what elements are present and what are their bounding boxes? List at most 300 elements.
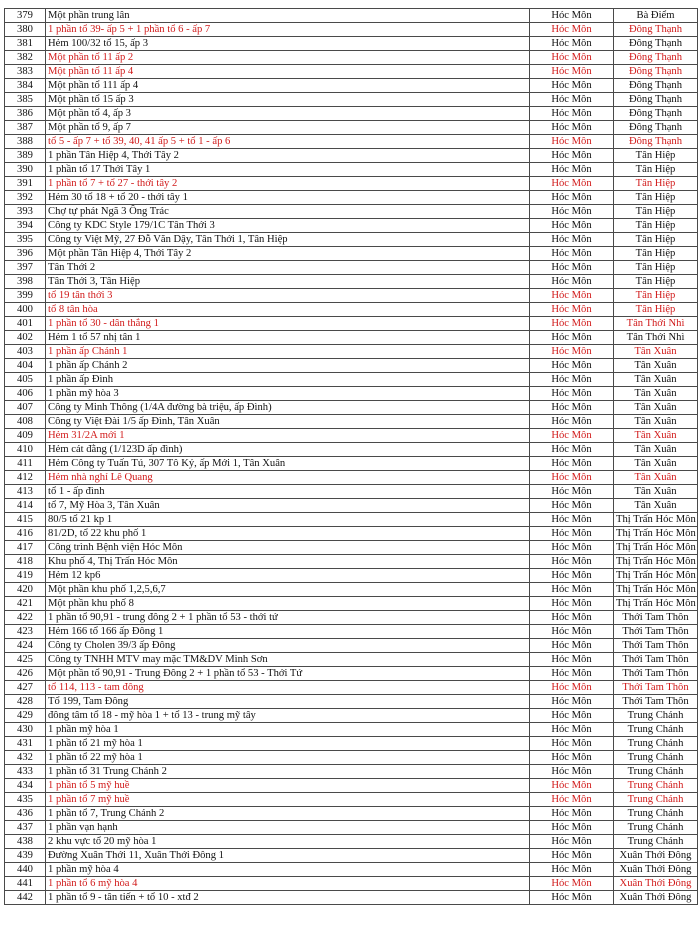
ward-cell: Thị Trấn Hóc Môn [614, 541, 698, 555]
district-cell: Hóc Môn [530, 429, 614, 443]
location-cell: Hẻm Công ty Tuấn Tú, 307 Tô Ký, ấp Mới 1, Tân Xuân [46, 457, 530, 471]
ward-cell: Thị Trấn Hóc Môn [614, 555, 698, 569]
table-row [5, 149, 698, 163]
row-number-cell: 399 [5, 289, 46, 303]
ward-cell: Tân Hiệp [614, 303, 698, 317]
district-cell: Hóc Môn [530, 611, 614, 625]
row-number-cell: 414 [5, 499, 46, 513]
location-cell: 1 phần tổ 17 Thới Tây 1 [46, 163, 530, 177]
row-number-cell: 422 [5, 611, 46, 625]
location-cell: Một phần tổ 4, ấp 3 [46, 107, 530, 121]
row-number-cell: 436 [5, 807, 46, 821]
district-cell: Hóc Môn [530, 765, 614, 779]
row-number-cell: 405 [5, 373, 46, 387]
ward-cell: Thới Tam Thôn [614, 695, 698, 709]
district-cell: Hóc Môn [530, 303, 614, 317]
district-cell: Hóc Môn [530, 345, 614, 359]
district-cell: Hóc Môn [530, 247, 614, 261]
table-row [5, 317, 698, 331]
district-cell: Hóc Môn [530, 569, 614, 583]
location-cell: 1 phần mỹ hòa 3 [46, 387, 530, 401]
row-number-cell: 389 [5, 149, 46, 163]
table-row [5, 93, 698, 107]
ward-cell: Tân Xuân [614, 499, 698, 513]
table-row [5, 695, 698, 709]
row-number-cell: 420 [5, 583, 46, 597]
ward-cell: Đông Thạnh [614, 107, 698, 121]
table-row [5, 793, 698, 807]
ward-cell: Thới Tam Thôn [614, 681, 698, 695]
district-cell: Hóc Môn [530, 135, 614, 149]
table-row [5, 597, 698, 611]
row-number-cell: 440 [5, 863, 46, 877]
district-cell: Hóc Môn [530, 219, 614, 233]
location-cell: Một phần tổ 90,91 - Trung Đông 2 + 1 phần tổ 53 - Thới Tứ [46, 667, 530, 681]
location-cell: Một phần trung lân [46, 9, 530, 23]
row-number-cell: 395 [5, 233, 46, 247]
district-cell: Hóc Môn [530, 415, 614, 429]
ward-cell: Thị Trấn Hóc Môn [614, 569, 698, 583]
ward-cell: Xuân Thới Đông [614, 891, 698, 905]
row-number-cell: 407 [5, 401, 46, 415]
ward-cell: Đông Thạnh [614, 79, 698, 93]
table-row [5, 65, 698, 79]
table-row [5, 751, 698, 765]
district-cell: Hóc Môn [530, 527, 614, 541]
district-cell: Hóc Môn [530, 723, 614, 737]
quarantine-list-sheet [4, 8, 697, 905]
district-cell: Hóc Môn [530, 779, 614, 793]
location-cell: Hẻm 100/32 tổ 15, ấp 3 [46, 37, 530, 51]
location-cell: Một phần tổ 11 ấp 2 [46, 51, 530, 65]
district-cell: Hóc Môn [530, 23, 614, 37]
location-table [4, 8, 698, 905]
location-cell: Công ty Việt Mỹ, 27 Đỗ Văn Dậy, Tân Thới 1, Tân Hiệp [46, 233, 530, 247]
ward-cell: Tân Hiệp [614, 219, 698, 233]
district-cell: Hóc Môn [530, 121, 614, 135]
ward-cell: Thới Tam Thôn [614, 653, 698, 667]
table-row [5, 527, 698, 541]
district-cell: Hóc Môn [530, 51, 614, 65]
table-row [5, 625, 698, 639]
row-number-cell: 380 [5, 23, 46, 37]
row-number-cell: 396 [5, 247, 46, 261]
row-number-cell: 411 [5, 457, 46, 471]
location-cell: Một phần Tân Hiệp 4, Thới Tây 2 [46, 247, 530, 261]
ward-cell: Thới Tam Thôn [614, 611, 698, 625]
row-number-cell: 384 [5, 79, 46, 93]
row-number-cell: 383 [5, 65, 46, 79]
ward-cell: Tân Xuân [614, 485, 698, 499]
location-cell: Công ty KDC Style 179/1C Tân Thới 3 [46, 219, 530, 233]
ward-cell: Tân Xuân [614, 373, 698, 387]
location-cell: Hẻm 12 kp6 [46, 569, 530, 583]
location-cell: Hẻm 166 tổ 166 ấp Đông 1 [46, 625, 530, 639]
district-cell: Hóc Môn [530, 485, 614, 499]
location-cell: Đường Xuân Thới 11, Xuân Thới Đông 1 [46, 849, 530, 863]
ward-cell: Trung Chánh [614, 737, 698, 751]
location-cell: 1 phần tổ 7 + tổ 27 - thới tây 2 [46, 177, 530, 191]
ward-cell: Tân Hiệp [614, 233, 698, 247]
ward-cell: Bà Điểm [614, 9, 698, 23]
ward-cell: Tân Xuân [614, 443, 698, 457]
location-cell: Một phần tổ 11 ấp 4 [46, 65, 530, 79]
table-row [5, 877, 698, 891]
table-row [5, 51, 698, 65]
district-cell: Hóc Môn [530, 65, 614, 79]
row-number-cell: 406 [5, 387, 46, 401]
ward-cell: Trung Chánh [614, 835, 698, 849]
ward-cell: Tân Hiệp [614, 247, 698, 261]
ward-cell: Trung Chánh [614, 807, 698, 821]
table-row [5, 23, 698, 37]
district-cell: Hóc Môn [530, 821, 614, 835]
row-number-cell: 409 [5, 429, 46, 443]
row-number-cell: 413 [5, 485, 46, 499]
ward-cell: Đông Thạnh [614, 93, 698, 107]
table-row [5, 135, 698, 149]
table-row [5, 499, 698, 513]
location-cell: Công ty TNHH MTV may mặc TM&DV Minh Sơn [46, 653, 530, 667]
table-row [5, 219, 698, 233]
row-number-cell: 398 [5, 275, 46, 289]
table-row [5, 429, 698, 443]
ward-cell: Xuân Thới Đông [614, 863, 698, 877]
location-cell: 1 phần tổ 6 mỹ hòa 4 [46, 877, 530, 891]
table-row [5, 513, 698, 527]
district-cell: Hóc Môn [530, 233, 614, 247]
table-row [5, 779, 698, 793]
table-row [5, 121, 698, 135]
ward-cell: Tân Thới Nhì [614, 331, 698, 345]
row-number-cell: 418 [5, 555, 46, 569]
ward-cell: Đông Thạnh [614, 135, 698, 149]
row-number-cell: 439 [5, 849, 46, 863]
row-number-cell: 437 [5, 821, 46, 835]
row-number-cell: 417 [5, 541, 46, 555]
district-cell: Hóc Môn [530, 793, 614, 807]
location-cell: Một phần tổ 15 ấp 3 [46, 93, 530, 107]
ward-cell: Đông Thạnh [614, 65, 698, 79]
district-cell: Hóc Môn [530, 625, 614, 639]
table-row [5, 835, 698, 849]
table-row [5, 415, 698, 429]
table-row [5, 807, 698, 821]
table-row [5, 37, 698, 51]
district-cell: Hóc Môn [530, 205, 614, 219]
district-cell: Hóc Môn [530, 681, 614, 695]
ward-cell: Thới Tam Thôn [614, 625, 698, 639]
district-cell: Hóc Môn [530, 401, 614, 415]
location-cell: Một phần tổ 9, ấp 7 [46, 121, 530, 135]
location-cell: 1 phần mỹ hòa 1 [46, 723, 530, 737]
row-number-cell: 424 [5, 639, 46, 653]
district-cell: Hóc Môn [530, 835, 614, 849]
row-number-cell: 410 [5, 443, 46, 457]
row-number-cell: 421 [5, 597, 46, 611]
table-row [5, 163, 698, 177]
row-number-cell: 435 [5, 793, 46, 807]
table-row [5, 653, 698, 667]
district-cell: Hóc Môn [530, 695, 614, 709]
district-cell: Hóc Môn [530, 331, 614, 345]
row-number-cell: 381 [5, 37, 46, 51]
location-cell: 1 phần tổ 21 mỹ hòa 1 [46, 737, 530, 751]
row-number-cell: 401 [5, 317, 46, 331]
location-cell: tổ 114, 113 - tam đông [46, 681, 530, 695]
ward-cell: Tân Xuân [614, 345, 698, 359]
district-cell: Hóc Môn [530, 373, 614, 387]
table-row [5, 79, 698, 93]
location-cell: tổ 8 tân hòa [46, 303, 530, 317]
ward-cell: Tân Hiệp [614, 289, 698, 303]
district-cell: Hóc Môn [530, 79, 614, 93]
district-cell: Hóc Môn [530, 359, 614, 373]
district-cell: Hóc Môn [530, 555, 614, 569]
location-cell: 1 phần tổ 7, Trung Chánh 2 [46, 807, 530, 821]
row-number-cell: 430 [5, 723, 46, 737]
table-row [5, 457, 698, 471]
location-cell: 2 khu vực tổ 20 mỹ hòa 1 [46, 835, 530, 849]
location-cell: Hẻm cát đằng (1/123D ấp đình) [46, 443, 530, 457]
district-cell: Hóc Môn [530, 177, 614, 191]
location-cell: tổ 19 tân thới 3 [46, 289, 530, 303]
location-cell: Tân Thới 2 [46, 261, 530, 275]
location-cell: 1 phần mỹ hòa 4 [46, 863, 530, 877]
ward-cell: Tân Thới Nhì [614, 317, 698, 331]
row-number-cell: 408 [5, 415, 46, 429]
table-row [5, 387, 698, 401]
table-row [5, 9, 698, 23]
location-cell: Chợ tự phát Ngã 3 Ông Trác [46, 205, 530, 219]
district-cell: Hóc Môn [530, 163, 614, 177]
table-row [5, 485, 698, 499]
row-number-cell: 434 [5, 779, 46, 793]
table-row [5, 709, 698, 723]
ward-cell: Trung Chánh [614, 723, 698, 737]
table-row [5, 583, 698, 597]
location-cell: 1 phần tổ 9 - tân tiến + tổ 10 - xtđ 2 [46, 891, 530, 905]
row-number-cell: 394 [5, 219, 46, 233]
row-number-cell: 442 [5, 891, 46, 905]
location-cell: Một phần tổ 111 ấp 4 [46, 79, 530, 93]
table-row [5, 191, 698, 205]
row-number-cell: 386 [5, 107, 46, 121]
table-row [5, 849, 698, 863]
ward-cell: Trung Chánh [614, 765, 698, 779]
location-cell: Công ty Việt Đài 1/5 ấp Đình, Tân Xuân [46, 415, 530, 429]
table-row [5, 233, 698, 247]
location-cell: đông tâm tổ 18 - mỹ hòa 1 + tổ 13 - trung mỹ tây [46, 709, 530, 723]
district-cell: Hóc Môn [530, 583, 614, 597]
table-row [5, 261, 698, 275]
table-row [5, 723, 698, 737]
district-cell: Hóc Môn [530, 191, 614, 205]
district-cell: Hóc Môn [530, 709, 614, 723]
location-cell: 1 phần tổ 30 - dân thắng 1 [46, 317, 530, 331]
table-row [5, 863, 698, 877]
location-cell: Hẻm nhà nghỉ Lê Quang [46, 471, 530, 485]
location-cell: Một phần khu phố 8 [46, 597, 530, 611]
location-cell: 1 phần tổ 5 mỹ huề [46, 779, 530, 793]
row-number-cell: 387 [5, 121, 46, 135]
table-row [5, 359, 698, 373]
district-cell: Hóc Môn [530, 93, 614, 107]
ward-cell: Tân Hiệp [614, 205, 698, 219]
ward-cell: Tân Xuân [614, 471, 698, 485]
ward-cell: Trung Chánh [614, 793, 698, 807]
district-cell: Hóc Môn [530, 863, 614, 877]
district-cell: Hóc Môn [530, 751, 614, 765]
table-row [5, 443, 698, 457]
ward-cell: Tân Xuân [614, 457, 698, 471]
district-cell: Hóc Môn [530, 275, 614, 289]
table-row [5, 471, 698, 485]
location-cell: 1 phần tổ 22 mỹ hòa 1 [46, 751, 530, 765]
row-number-cell: 412 [5, 471, 46, 485]
ward-cell: Tân Hiệp [614, 275, 698, 289]
ward-cell: Thị Trấn Hóc Môn [614, 597, 698, 611]
district-cell: Hóc Môn [530, 457, 614, 471]
ward-cell: Trung Chánh [614, 751, 698, 765]
district-cell: Hóc Môn [530, 387, 614, 401]
table-row [5, 555, 698, 569]
table-body [5, 9, 698, 905]
district-cell: Hóc Môn [530, 597, 614, 611]
location-cell: 1 phần vạn hạnh [46, 821, 530, 835]
ward-cell: Trung Chánh [614, 709, 698, 723]
ward-cell: Tân Hiệp [614, 261, 698, 275]
table-row [5, 275, 698, 289]
location-cell: 81/2D, tổ 22 khu phố 1 [46, 527, 530, 541]
table-row [5, 247, 698, 261]
table-row [5, 821, 698, 835]
table-row [5, 401, 698, 415]
row-number-cell: 416 [5, 527, 46, 541]
row-number-cell: 431 [5, 737, 46, 751]
location-cell: tổ 1 - ấp đình [46, 485, 530, 499]
row-number-cell: 427 [5, 681, 46, 695]
row-number-cell: 385 [5, 93, 46, 107]
location-cell: 1 phần Tân Hiệp 4, Thới Tây 2 [46, 149, 530, 163]
ward-cell: Thị Trấn Hóc Môn [614, 527, 698, 541]
row-number-cell: 438 [5, 835, 46, 849]
district-cell: Hóc Môn [530, 107, 614, 121]
location-cell: 1 phần ấp Chánh 1 [46, 345, 530, 359]
location-cell: 1 phần tổ 31 Trung Chánh 2 [46, 765, 530, 779]
table-row [5, 373, 698, 387]
district-cell: Hóc Môn [530, 541, 614, 555]
district-cell: Hóc Môn [530, 639, 614, 653]
row-number-cell: 419 [5, 569, 46, 583]
ward-cell: Đông Thạnh [614, 23, 698, 37]
ward-cell: Tân Xuân [614, 387, 698, 401]
district-cell: Hóc Môn [530, 471, 614, 485]
location-cell: 1 phần ấp Đình [46, 373, 530, 387]
table-row [5, 303, 698, 317]
district-cell: Hóc Môn [530, 149, 614, 163]
location-cell: 1 phần tổ 90,91 - trung đông 2 + 1 phần tổ 53 - thới tứ [46, 611, 530, 625]
table-row [5, 541, 698, 555]
ward-cell: Thị Trấn Hóc Môn [614, 583, 698, 597]
location-cell: 1 phần tổ 39- ấp 5 + 1 phần tổ 6 - ấp 7 [46, 23, 530, 37]
row-number-cell: 388 [5, 135, 46, 149]
district-cell: Hóc Môn [530, 807, 614, 821]
row-number-cell: 415 [5, 513, 46, 527]
table-row [5, 765, 698, 779]
row-number-cell: 379 [5, 9, 46, 23]
location-cell: 1 phần tổ 7 mỹ huề [46, 793, 530, 807]
ward-cell: Tân Hiệp [614, 163, 698, 177]
table-row [5, 177, 698, 191]
district-cell: Hóc Môn [530, 849, 614, 863]
location-cell: tổ 5 - ấp 7 + tổ 39, 40, 41 ấp 5 + tổ 1 - ấp 6 [46, 135, 530, 149]
location-cell: 1 phần ấp Chánh 2 [46, 359, 530, 373]
location-cell: Hẻm 30 tổ 18 + tổ 20 - thới tây 1 [46, 191, 530, 205]
table-row [5, 107, 698, 121]
district-cell: Hóc Môn [530, 737, 614, 751]
table-row [5, 681, 698, 695]
ward-cell: Trung Chánh [614, 821, 698, 835]
location-cell: 80/5 tổ 21 kp 1 [46, 513, 530, 527]
ward-cell: Đông Thạnh [614, 121, 698, 135]
row-number-cell: 428 [5, 695, 46, 709]
table-row [5, 205, 698, 219]
location-cell: Công trình Bệnh viện Hóc Môn [46, 541, 530, 555]
district-cell: Hóc Môn [530, 667, 614, 681]
ward-cell: Tân Hiệp [614, 177, 698, 191]
district-cell: Hóc Môn [530, 891, 614, 905]
row-number-cell: 402 [5, 331, 46, 345]
table-row [5, 891, 698, 905]
row-number-cell: 391 [5, 177, 46, 191]
location-cell: Tân Thới 3, Tân Hiệp [46, 275, 530, 289]
district-cell: Hóc Môn [530, 37, 614, 51]
location-cell: Công ty Cholen 39/3 ấp Đông [46, 639, 530, 653]
ward-cell: Tân Xuân [614, 415, 698, 429]
row-number-cell: 425 [5, 653, 46, 667]
district-cell: Hóc Môn [530, 877, 614, 891]
ward-cell: Xuân Thới Đông [614, 849, 698, 863]
row-number-cell: 393 [5, 205, 46, 219]
ward-cell: Thới Tam Thôn [614, 639, 698, 653]
location-cell: Khu phố 4, Thị Trấn Hóc Môn [46, 555, 530, 569]
ward-cell: Tân Hiệp [614, 149, 698, 163]
district-cell: Hóc Môn [530, 317, 614, 331]
row-number-cell: 403 [5, 345, 46, 359]
row-number-cell: 441 [5, 877, 46, 891]
table-row [5, 667, 698, 681]
table-row [5, 737, 698, 751]
location-cell: Tổ 199, Tam Đông [46, 695, 530, 709]
row-number-cell: 390 [5, 163, 46, 177]
district-cell: Hóc Môn [530, 513, 614, 527]
table-row [5, 331, 698, 345]
row-number-cell: 400 [5, 303, 46, 317]
location-cell: Một phần khu phố 1,2,5,6,7 [46, 583, 530, 597]
row-number-cell: 397 [5, 261, 46, 275]
row-number-cell: 429 [5, 709, 46, 723]
district-cell: Hóc Môn [530, 499, 614, 513]
district-cell: Hóc Môn [530, 9, 614, 23]
location-cell: Hẻm 31/2A mới 1 [46, 429, 530, 443]
district-cell: Hóc Môn [530, 653, 614, 667]
ward-cell: Tân Xuân [614, 401, 698, 415]
table-row [5, 345, 698, 359]
ward-cell: Trung Chánh [614, 779, 698, 793]
table-row [5, 289, 698, 303]
row-number-cell: 426 [5, 667, 46, 681]
